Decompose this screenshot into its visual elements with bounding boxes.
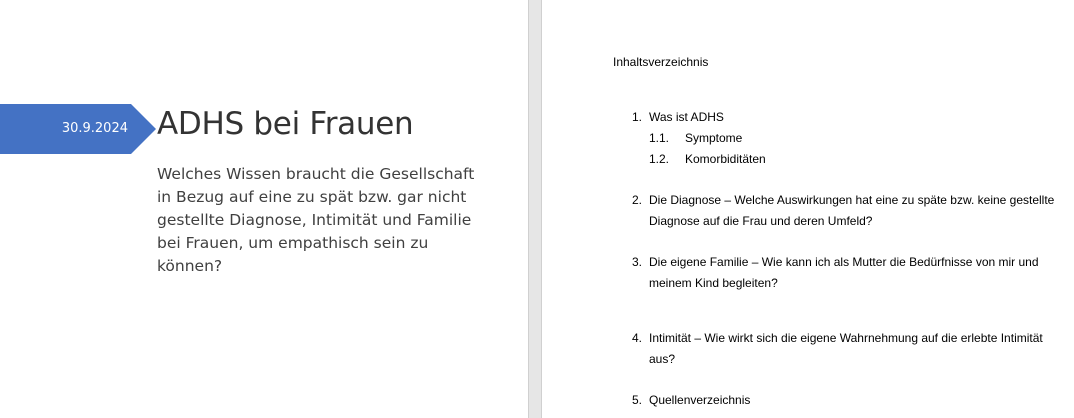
toc-item-number: 1. [632, 110, 643, 124]
cover-page [0, 0, 528, 418]
page-gutter [528, 0, 542, 418]
toc-subitem-number: 1.2. [649, 152, 670, 166]
toc-item-number: 2. [632, 193, 643, 207]
toc-item-label: Was ist ADHS [649, 110, 724, 124]
toc-subitem-label: Komorbiditäten [685, 152, 766, 166]
toc-item-label-continued: meinem Kind begleiten? [649, 276, 778, 290]
cover-subtitle: Welches Wissen braucht die Gesellschaft in Bezug auf eine zu spät bzw. gar nicht gestellte Diagnose, Intimität und Familie bei Frauen, um empathisch sein zu können? [157, 165, 475, 275]
date-banner [0, 104, 156, 154]
table-of-contents [542, 0, 1074, 418]
toc-item-number: 3. [632, 255, 643, 269]
toc-subitem-number: 1.1. [649, 131, 670, 145]
toc-item-number: 5. [632, 393, 643, 407]
toc-item-label-continued: aus? [649, 352, 676, 366]
cover-date: 30.9.2024 [61, 121, 128, 136]
toc-item-label: Intimität – Wie wirkt sich die eigene Wahrnehmung auf die erlebte Intimität [649, 331, 1043, 345]
cover-title: ADHS bei Frauen [157, 106, 414, 142]
toc-item-number: 4. [632, 331, 643, 345]
toc-item-label: Die eigene Familie – Wie kann ich als Mutter die Bedürfnisse von mir und [649, 255, 1039, 269]
toc-page [542, 0, 1074, 418]
toc-item-label: Die Diagnose – Welche Auswirkungen hat eine zu späte bzw. keine gestellte [649, 193, 1055, 207]
toc-heading: Inhaltsverzeichnis [613, 55, 709, 69]
toc-subitem-label: Symptome [685, 131, 743, 145]
toc-item-label-continued: Diagnose auf die Frau und deren Umfeld? [649, 214, 873, 228]
toc-item-label: Quellenverzeichnis [649, 393, 751, 407]
